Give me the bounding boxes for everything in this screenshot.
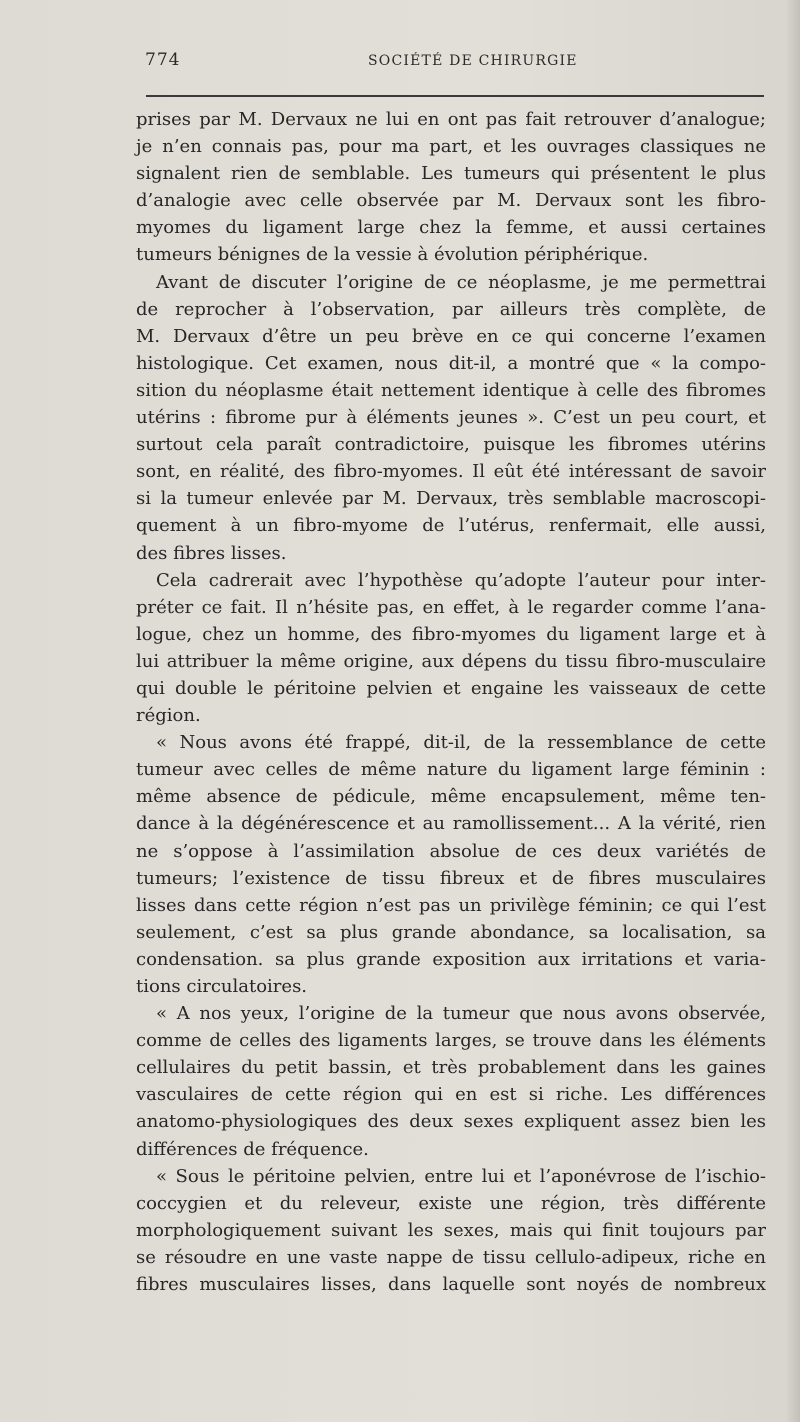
page-edge-shadow xyxy=(786,0,800,1422)
text-line: coccygien et du releveur, existe une région, très différente xyxy=(136,1192,766,1214)
text-line: tumeurs bénignes de la vessie à évolution périphérique. xyxy=(136,244,649,266)
page-header xyxy=(0,0,800,100)
text-line: ne s’oppose à l’assimilation absolue de ces deux variétés de xyxy=(136,840,766,862)
header-rule xyxy=(146,95,764,97)
running-head: SOCIÉTÉ DE CHIRURGIE xyxy=(368,53,578,69)
text-line: utérins : fibrome pur à éléments jeunes ». C’est un peu court, et xyxy=(136,407,766,429)
text-line: histologique. Cet examen, nous dit-il, a montré que « la compo- xyxy=(136,352,766,374)
text-line: d’analogie avec celle observée par M. Dervaux sont les fibro- xyxy=(136,190,766,212)
body-text xyxy=(136,106,766,1298)
text-line: tumeur avec celles de même nature du ligament large féminin : xyxy=(136,759,766,781)
text-line: « Sous le péritoine pelvien, entre lui et l’aponévrose de l’ischio- xyxy=(156,1165,766,1187)
text-line: tions circulatoires. xyxy=(136,976,308,997)
text-line: quement à un fibro-myome de l’utérus, renfermait, elle aussi, xyxy=(136,515,766,537)
page-number: 774 xyxy=(145,50,181,70)
text-line: « Nous avons été frappé, dit-il, de la ressemblance de cette xyxy=(156,732,766,754)
text-line: je n’en connais pas, pour ma part, et les ouvrages classiques ne xyxy=(136,136,766,158)
text-line: tumeurs; l’existence de tissu fibreux et de fibres musculaires xyxy=(136,867,766,889)
text-line: Cela cadrerait avec l’hypothèse qu’adopte l’auteur pour inter- xyxy=(156,569,766,591)
text-line: M. Dervaux d’être un peu brève en ce qui concerne l’examen xyxy=(136,325,766,347)
text-line: lui attribuer la même origine, aux dépens du tissu fibro-musculaire xyxy=(136,650,766,672)
text-line: condensation. sa plus grande exposition aux irritations et varia- xyxy=(136,948,766,970)
text-line: dance à la dégénérescence et au ramollissement... A la vérité, rien xyxy=(136,813,766,835)
text-line: comme de celles des ligaments larges, se trouve dans les éléments xyxy=(136,1030,766,1052)
text-line: même absence de pédicule, même encapsulement, même ten- xyxy=(136,786,766,808)
text-line: se résoudre en une vaste nappe de tissu cellulo-adipeux, riche en xyxy=(136,1246,766,1268)
text-line: myomes du ligament large chez la femme, et aussi certaines xyxy=(136,217,766,239)
text-line: lisses dans cette région n’est pas un privilège féminin; ce qui l’est xyxy=(136,894,766,916)
text-line: signalent rien de semblable. Les tumeurs qui présentent le plus xyxy=(136,163,766,185)
text-line: morphologiquement suivant les sexes, mais qui finit toujours par xyxy=(136,1219,766,1241)
text-line: si la tumeur enlevée par M. Dervaux, très semblable macroscopi- xyxy=(136,488,766,510)
text-line: « A nos yeux, l’origine de la tumeur que nous avons observée, xyxy=(156,1003,766,1025)
text-line: prises par M. Dervaux ne lui en ont pas fait retrouver d’analogue; xyxy=(136,109,766,130)
text-line: surtout cela paraît contradictoire, puisque les fibromes utérins xyxy=(136,434,766,456)
text-line: différences de fréquence. xyxy=(136,1138,369,1160)
text-line: fibres musculaires lisses, dans laquelle sont noyés de nombreux xyxy=(136,1274,766,1296)
text-line: vasculaires de cette région qui en est si riche. Les différences xyxy=(136,1084,766,1106)
text-line: de reprocher à l’observation, par ailleurs très complète, de xyxy=(136,298,766,320)
text-line: Avant de discuter l’origine de ce néoplasme, je me permettrai xyxy=(156,271,766,293)
text-line: région. xyxy=(136,705,201,727)
text-line: seulement, c’est sa plus grande abondance, sa localisation, sa xyxy=(136,921,766,943)
text-line: sition du néoplasme était nettement identique à celle des fibromes xyxy=(136,379,766,401)
text-line: préter ce fait. Il n’hésite pas, en effet, à le regarder comme l’ana- xyxy=(136,596,766,618)
text-line: anatomo-physiologiques des deux sexes expliquent assez bien les xyxy=(136,1111,766,1133)
text-line: des fibres lisses. xyxy=(136,542,287,564)
text-line: qui double le péritoine pelvien et engaine les vaisseaux de cette xyxy=(136,677,766,699)
text-line: logue, chez un homme, des fibro-myomes du ligament large et à xyxy=(136,623,766,645)
text-line: cellulaires du petit bassin, et très probablement dans les gaines xyxy=(136,1057,766,1079)
text-line: sont, en réalité, des fibro-myomes. Il eût été intéressant de savoir xyxy=(136,461,766,483)
